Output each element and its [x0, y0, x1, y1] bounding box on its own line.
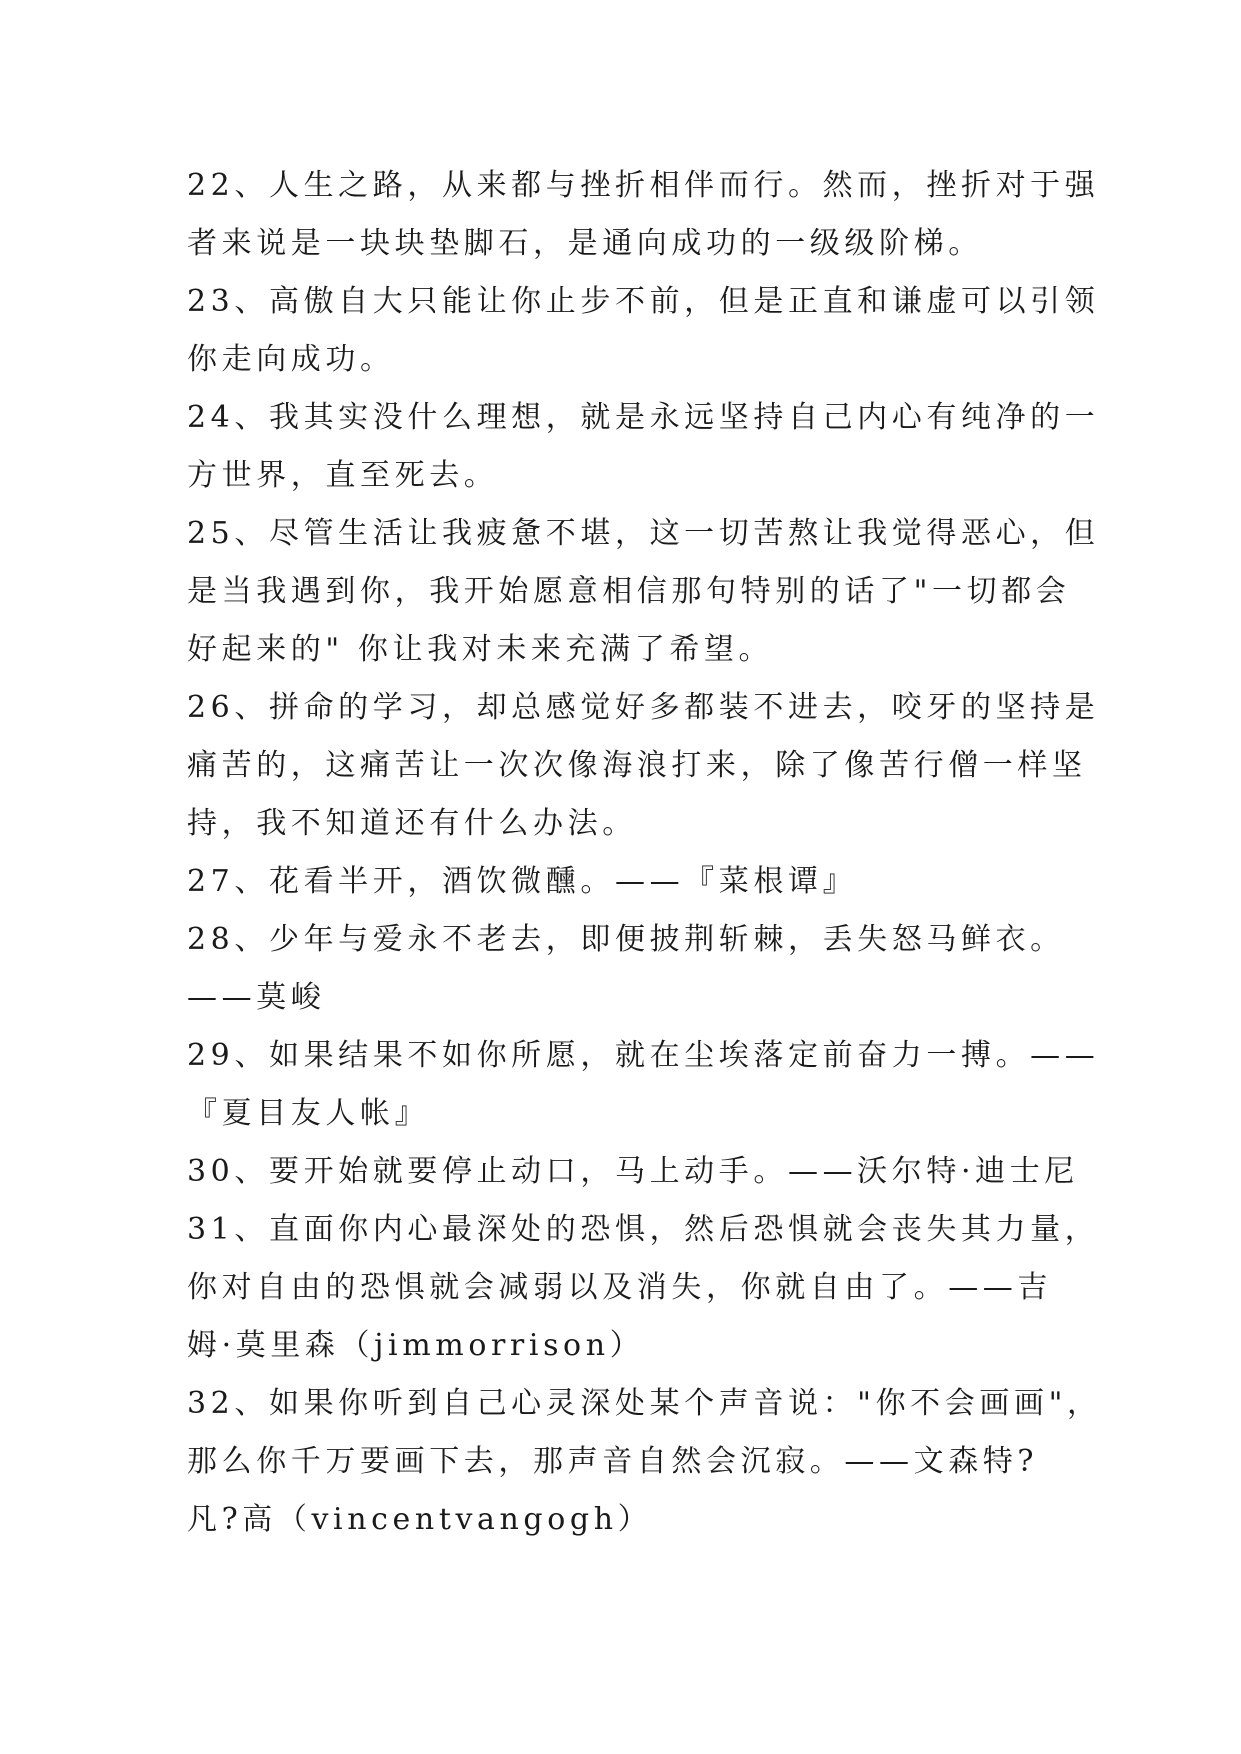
text-line: 『夏目友人帐』 — [187, 1096, 430, 1131]
text-line: 31、直面你内心最深处的恐惧，然后恐惧就会丧失其力量， — [187, 1212, 1100, 1247]
text-line: 方世界，直至死去。 — [187, 458, 499, 493]
text-line: 24、我其实没什么理想，就是永远坚持自己内心有纯净的一 — [187, 400, 1100, 435]
text-line: 痛苦的，这痛苦让一次次像海浪打来，除了像苦行僧一样坚 — [187, 748, 1087, 783]
text-line: 26、拼命的学习，却总感觉好多都装不进去，咬牙的坚持是 — [187, 690, 1100, 725]
text-line: 你走向成功。 — [187, 342, 395, 377]
text-line: 是当我遇到你，我开始愿意相信那句特别的话了"一切都会 — [187, 574, 1071, 609]
text-line: 23、高傲自大只能让你止步不前，但是正直和谦虚可以引领 — [187, 284, 1100, 319]
text-line: 者来说是一块块垫脚石，是通向成功的一级级阶梯。 — [187, 226, 983, 261]
text-line: 29、如果结果不如你所愿，就在尘埃落定前奋力一搏。—— — [187, 1038, 1100, 1073]
text-line: 凡?高（vincentvangogh） — [187, 1502, 653, 1537]
text-line: 持，我不知道还有什么办法。 — [187, 806, 637, 841]
text-line: 姆·莫里森（jimmorrison） — [187, 1328, 645, 1363]
text-line: 22、人生之路，从来都与挫折相伴而行。然而，挫折对于强 — [187, 168, 1100, 203]
text-line: 那么你千万要画下去，那声音自然会沉寂。——文森特? — [187, 1444, 1039, 1479]
text-line: 28、少年与爱永不老去，即便披荆斩棘，丢失怒马鲜衣。 — [187, 922, 1065, 957]
text-line: 你对自由的恐惧就会减弱以及消失，你就自由了。——吉 — [187, 1270, 1052, 1305]
text-line: 25、尽管生活让我疲惫不堪，这一切苦熬让我觉得恶心，但 — [187, 516, 1100, 551]
quote-text-column — [187, 157, 1102, 1549]
text-line: 30、要开始就要停止动口，马上动手。——沃尔特·迪士尼 — [187, 1154, 1079, 1189]
text-line: ——莫峻 — [187, 980, 326, 1015]
text-line: 32、如果你听到自己心灵深处某个声音说："你不会画画"， — [187, 1386, 1102, 1421]
text-line: 27、花看半开，酒饮微醺。——『菜根谭』 — [187, 864, 858, 899]
text-line: 好起来的" 你让我对未来充满了希望。 — [187, 632, 774, 667]
